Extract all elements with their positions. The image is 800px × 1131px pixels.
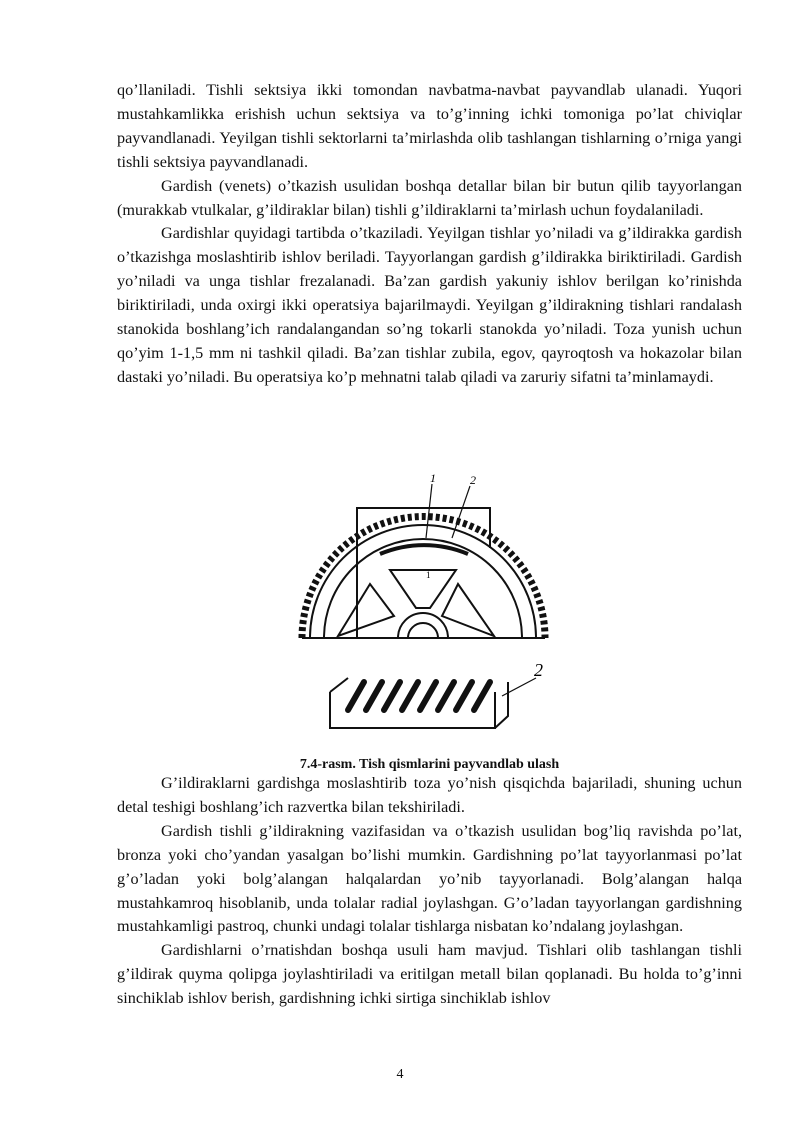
text-block-top xyxy=(117,79,742,390)
paragraph: qo’llaniladi. Tishli sektsiya ikki tomondan navbatma-navbat payvandlab ulanadi. Yuqori mustahkamlikka erishish uchun sektsiya va to’g’inning ichki tomoniga po’lat chiviqlar payvandlanadi. Yeyilgan tishli sektorlarni ta’mirlashda olib tashlangan tishlarning o’rniga yangi tishli sektsiya payvandlanadi. xyxy=(117,81,742,171)
figure-caption: 7.4-rasm. Tish qismlarini payvandlab ulash xyxy=(299,757,560,772)
label-1: 1 xyxy=(430,471,436,485)
gear-sector-diagram xyxy=(290,466,543,756)
gear-bore xyxy=(408,623,438,638)
paragraph: Gardish (venets) o’tkazish usulidan boshqa detallar bilan bir butun qilib tayyorlangan (murakkab vtulkalar, g’ildiraklar bilan) tishli g’ildiraklarni ta’mirlash uchun foydalaniladi. xyxy=(117,176,742,219)
figure-gear-welding xyxy=(290,466,543,756)
spoke-window xyxy=(390,570,456,608)
gear-teeth xyxy=(302,517,545,639)
label-2-bottom: 2 xyxy=(534,660,543,680)
gear-hub xyxy=(398,613,448,638)
welded-sector xyxy=(380,545,468,554)
paragraph: G’ildiraklarni gardishga moslashtirib toza yo’nish qisqichda bajariladi, shuning uchun detal teshigi boshlang’ich razvertka bilan tekshiriladi. xyxy=(117,774,742,816)
paragraph: Gardishlarni o’rnatishdan boshqa usuli ham mavjud. Tishlari olib tashlangan tishli g’ildirak quyma qolipga joylashtiriladi va eritilgan metall bilan qoplanadi. Bu holda to’g’inni sinchiklab ishlov berish, gardishning ichki sirtiga sinchiklab ishlov xyxy=(117,941,742,1008)
paragraph: Gardishlar quyidagi tartibda o’tkaziladi. Yeyilgan tishlar yo’niladi va g’ildirakka gardish o’tkazishga moslashtirib ishlov beriladi. Tayyorlangan gardish g’ildirakka biriktiriladi. Gardish yo’niladi va unga tishlar frezalanadi. Ba’zan gardish yakuniy ishlov berilgan ko’rinishda biriktiriladi, unda oxirgi ikki operatsiya bajarilmaydi. Yeyilgan g’ildirakning tishlari randalash stanokida boshlang’ich randalangandan so’ng tokarli stanokda yo’niladi. Toza yunish uchun qo’yim 1-1,5 mm ni tashkil qiladi. Ba’zan tishlar zubila, egov, qayroqtosh va hokazolar bilan dastaki yo’niladi. Bu operatsiya ko’p mehnatni talab qiladi va zaruriy sifatni ta’minlamaydi. xyxy=(117,224,742,386)
label-2: 2 xyxy=(470,473,476,487)
rack-piece xyxy=(330,678,536,728)
page-number: 4 xyxy=(396,1067,404,1082)
spoke-window xyxy=(442,584,494,636)
spoke-window xyxy=(338,584,394,636)
label-center: 1 xyxy=(426,570,431,580)
paragraph: Gardish tishli g’ildirakning vazifasidan va o’tkazish usulidan bog’liq ravishda po’lat, bronza yoki cho’yandan yasalgan bo’lishi mumkin. Gardishning po’lat tayyorlanmasi po’lat g’o’ladan yoki bolg’alangan halqalardan yo’nib tayyorlanadi. Bolg’alangan halqa mustahkamroq hisoblanib, unda tolalar radial joylashgan. G’o’ladan tayyorlangan gardishning mustahkamligi pastroq, chunki undagi tolalar tishlarga nisbatan ko’ndalang joylashgan. xyxy=(117,821,742,936)
text-block-bottom xyxy=(117,772,742,1011)
